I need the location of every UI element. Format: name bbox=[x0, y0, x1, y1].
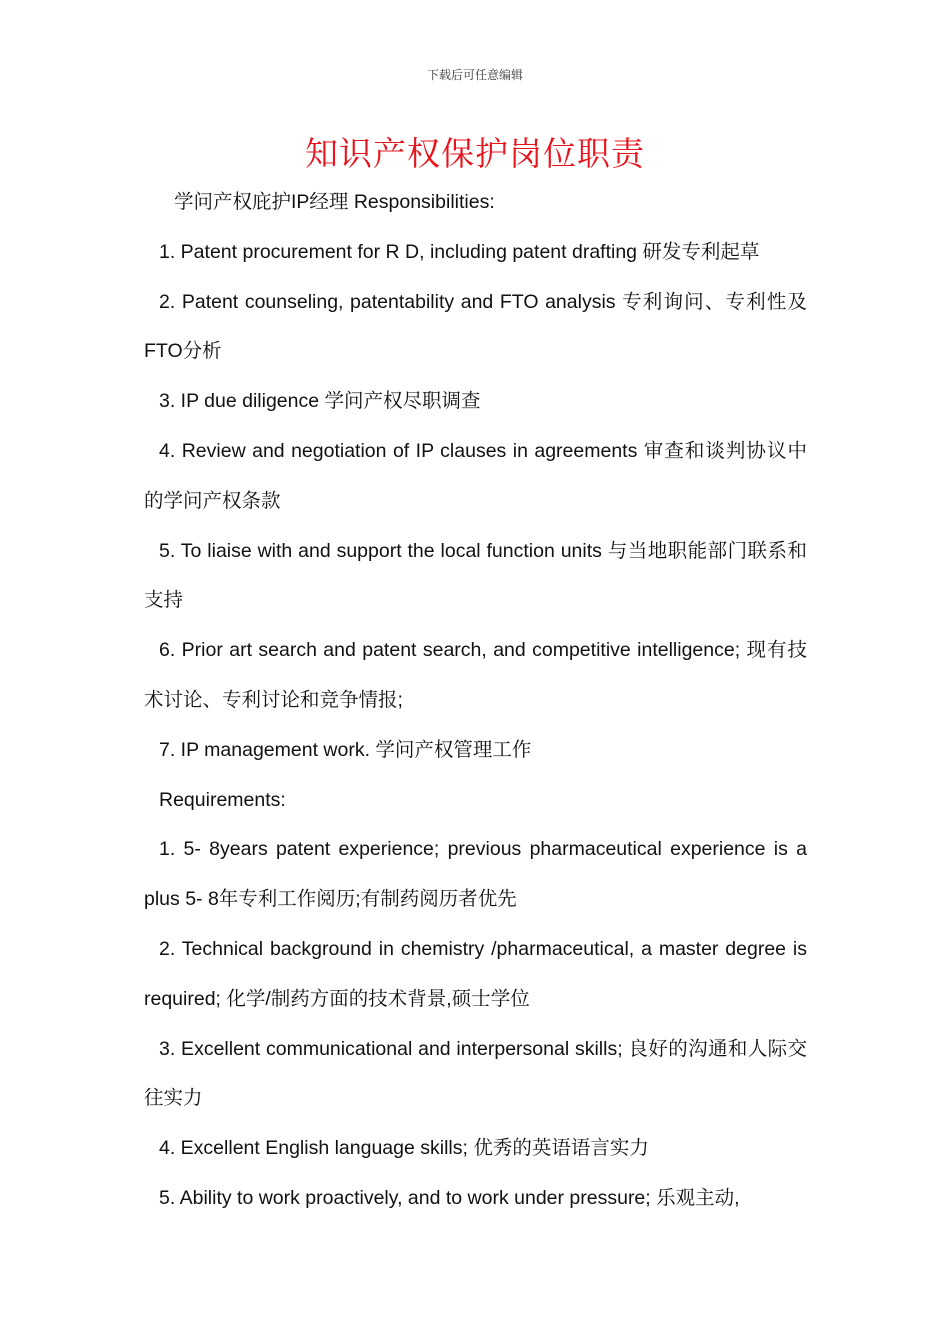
responsibility-item: 1. Patent procurement for R D, including patent drafting 研发专利起草 bbox=[159, 240, 760, 263]
requirements-heading: Requirements: bbox=[159, 788, 286, 811]
responsibility-item: 7. IP management work. 学问产权管理工作 bbox=[159, 738, 532, 761]
responsibility-item: 6. Prior art search and patent search, and competitive intelligence; 现有技术讨论、专利讨论和竞争情报; bbox=[144, 639, 807, 711]
page-header-note: 下载后可任意编辑 bbox=[426, 68, 523, 82]
document-body bbox=[144, 178, 807, 1224]
responsibilities-heading: 学问产权庇护IP经理 Responsibilities: bbox=[174, 191, 495, 213]
requirement-item: 5. Ability to work proactively, and to work under pressure; 乐观主动, bbox=[159, 1186, 740, 1209]
responsibility-item: 5. To liaise with and support the local function units 与当地职能部门联系和支持 bbox=[144, 539, 807, 612]
responsibility-item: 3. IP due diligence 学问产权尽职调查 bbox=[159, 390, 481, 413]
requirement-item: 4. Excellent English language skills; 优秀的英语语言实力 bbox=[159, 1137, 649, 1160]
document-title: 知识产权保护岗位职责 bbox=[305, 134, 645, 173]
requirement-item: 1. 5- 8years patent experience; previous pharmaceutical experience is a plus 5- 8年专利工作阅历;有制药阅历者优先 bbox=[144, 838, 807, 911]
responsibility-item: 2. Patent counseling, patentability and FTO analysis 专利询问、专利性及FTO分析 bbox=[144, 290, 807, 363]
requirement-item: 2. Technical background in chemistry /pharmaceutical, a master degree is required; 化学/制药方面的技术背景,硕士学位 bbox=[144, 937, 807, 1010]
requirement-item: 3. Excellent communicational and interpersonal skills; 良好的沟通和人际交往实力 bbox=[144, 1037, 807, 1110]
responsibility-item: 4. Review and negotiation of IP clauses in agreements 审查和谈判协议中的学问产权条款 bbox=[144, 439, 807, 512]
